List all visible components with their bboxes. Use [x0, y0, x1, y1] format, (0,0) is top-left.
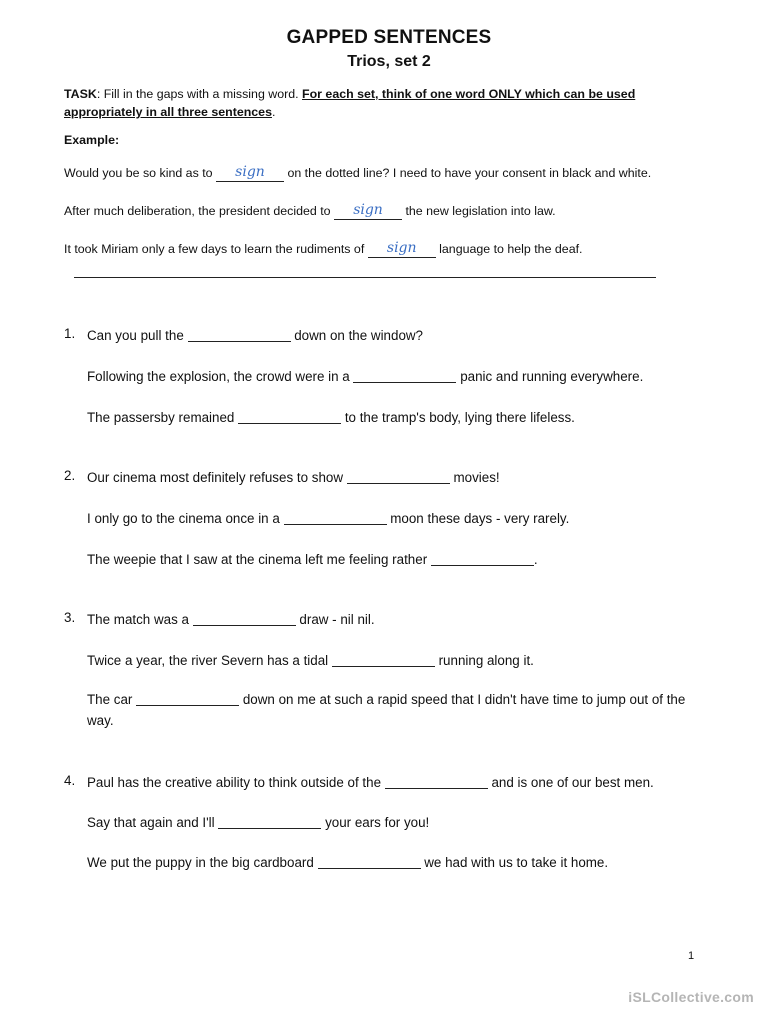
sentence-text-before: Can you pull the — [87, 328, 188, 343]
answer-gap[interactable] — [218, 815, 321, 829]
answer-gap[interactable] — [385, 775, 488, 789]
page-subtitle: Trios, set 2 — [347, 53, 431, 70]
question-sentence — [87, 509, 569, 526]
answer-gap[interactable] — [332, 653, 435, 667]
sentence-text-before: We put the puppy in the big cardboard — [87, 855, 318, 870]
question-sentence — [87, 773, 654, 790]
question-number: 3. — [64, 610, 76, 625]
sentence-text-before: Would you be so kind as to — [64, 166, 216, 180]
sentence-text-after: your ears for you! — [321, 815, 430, 830]
sentence-text-after: panic and running everywhere. — [456, 369, 644, 384]
sentence-text-after: and is one of our best men. — [487, 775, 654, 790]
page-title: GAPPED SENTENCES — [286, 27, 492, 48]
example-sentence — [64, 203, 556, 218]
task-end: . — [271, 105, 276, 119]
question-sentence — [87, 651, 534, 668]
sentence-text-before: The match was a — [87, 612, 193, 627]
question-number: 4. — [64, 773, 76, 788]
example-sentence — [64, 241, 582, 256]
answer-gap[interactable] — [284, 511, 387, 525]
sentence-text-after: down on the window? — [290, 328, 424, 343]
question-sentence — [87, 853, 608, 870]
sentence-text-before: The car — [87, 692, 137, 707]
question-sentence — [87, 408, 575, 425]
example-answer: sign — [353, 202, 383, 218]
answer-gap[interactable] — [238, 410, 341, 424]
sentence-text-before: It took Miriam only a few days to learn the rudiments of — [64, 242, 368, 256]
answer-gap[interactable] — [136, 692, 239, 706]
sentence-text-before: The passersby remained — [87, 410, 239, 425]
sentence-text-after: the new legislation into law. — [402, 204, 556, 218]
question-sentence — [87, 813, 429, 830]
task-emphasis: For each set, think of one word ONLY which can be used appropriately in all three sentences — [64, 87, 636, 119]
question-sentence — [87, 550, 538, 567]
example-answer: sign — [235, 164, 265, 180]
sentence-text-after: running along it. — [434, 653, 534, 668]
answer-gap[interactable] — [431, 552, 534, 566]
example-label: Example: — [64, 133, 120, 147]
sentence-text-after: moon these days - very rarely. — [386, 511, 570, 526]
sentence-text-after: language to help the deaf. — [435, 242, 583, 256]
example-gap — [368, 240, 436, 258]
sentence-text-after: we had with us to take it home. — [420, 855, 609, 870]
sentence-text-before: Twice a year, the river Severn has a tidal — [87, 653, 332, 668]
watermark-logo: iSLCollective.com — [628, 989, 754, 1005]
answer-gap[interactable] — [353, 369, 456, 383]
question-sentence — [87, 326, 423, 343]
answer-gap[interactable] — [193, 612, 296, 626]
example-gap — [216, 164, 284, 182]
example-answer: sign — [386, 240, 417, 256]
sentence-text-after: draw - nil nil. — [295, 612, 375, 627]
sentence-text-after: to the tramp's body, lying there lifeless. — [341, 410, 575, 425]
answer-gap[interactable] — [188, 328, 291, 342]
example-gap — [334, 202, 402, 220]
answer-gap[interactable] — [318, 855, 421, 869]
sentence-text-before: The weepie that I saw at the cinema left me feeling rather — [87, 552, 431, 567]
question-sentence — [87, 367, 643, 384]
question-sentence — [87, 689, 699, 731]
sentence-text-after: movies! — [449, 470, 500, 485]
section-divider — [74, 277, 656, 278]
task-label: TASK — [64, 87, 97, 101]
task-text: : Fill in the gaps with a missing word. — [96, 87, 303, 101]
question-sentence — [87, 468, 500, 485]
sentence-text-after: . — [533, 552, 538, 567]
page-number: 1 — [688, 950, 695, 962]
question-number: 2. — [64, 468, 76, 483]
sentence-text-before: After much deliberation, the president decided to — [64, 204, 335, 218]
sentence-text-after: on the dotted line? I need to have your consent in black and white. — [284, 166, 652, 180]
sentence-text-after: down on me at such a rapid speed that I didn't have time to jump out of the way. — [87, 692, 686, 728]
sentence-text-before: Our cinema most definitely refuses to show — [87, 470, 347, 485]
sentence-text-before: Say that again and I'll — [87, 815, 219, 830]
example-sentence — [64, 165, 651, 180]
sentence-text-before: Paul has the creative ability to think outside of the — [87, 775, 385, 790]
question-number: 1. — [64, 326, 76, 341]
question-sentence — [87, 610, 375, 627]
task-instructions — [64, 85, 704, 121]
answer-gap[interactable] — [347, 470, 450, 484]
sentence-text-before: I only go to the cinema once in a — [87, 511, 284, 526]
sentence-text-before: Following the explosion, the crowd were in a — [87, 369, 354, 384]
